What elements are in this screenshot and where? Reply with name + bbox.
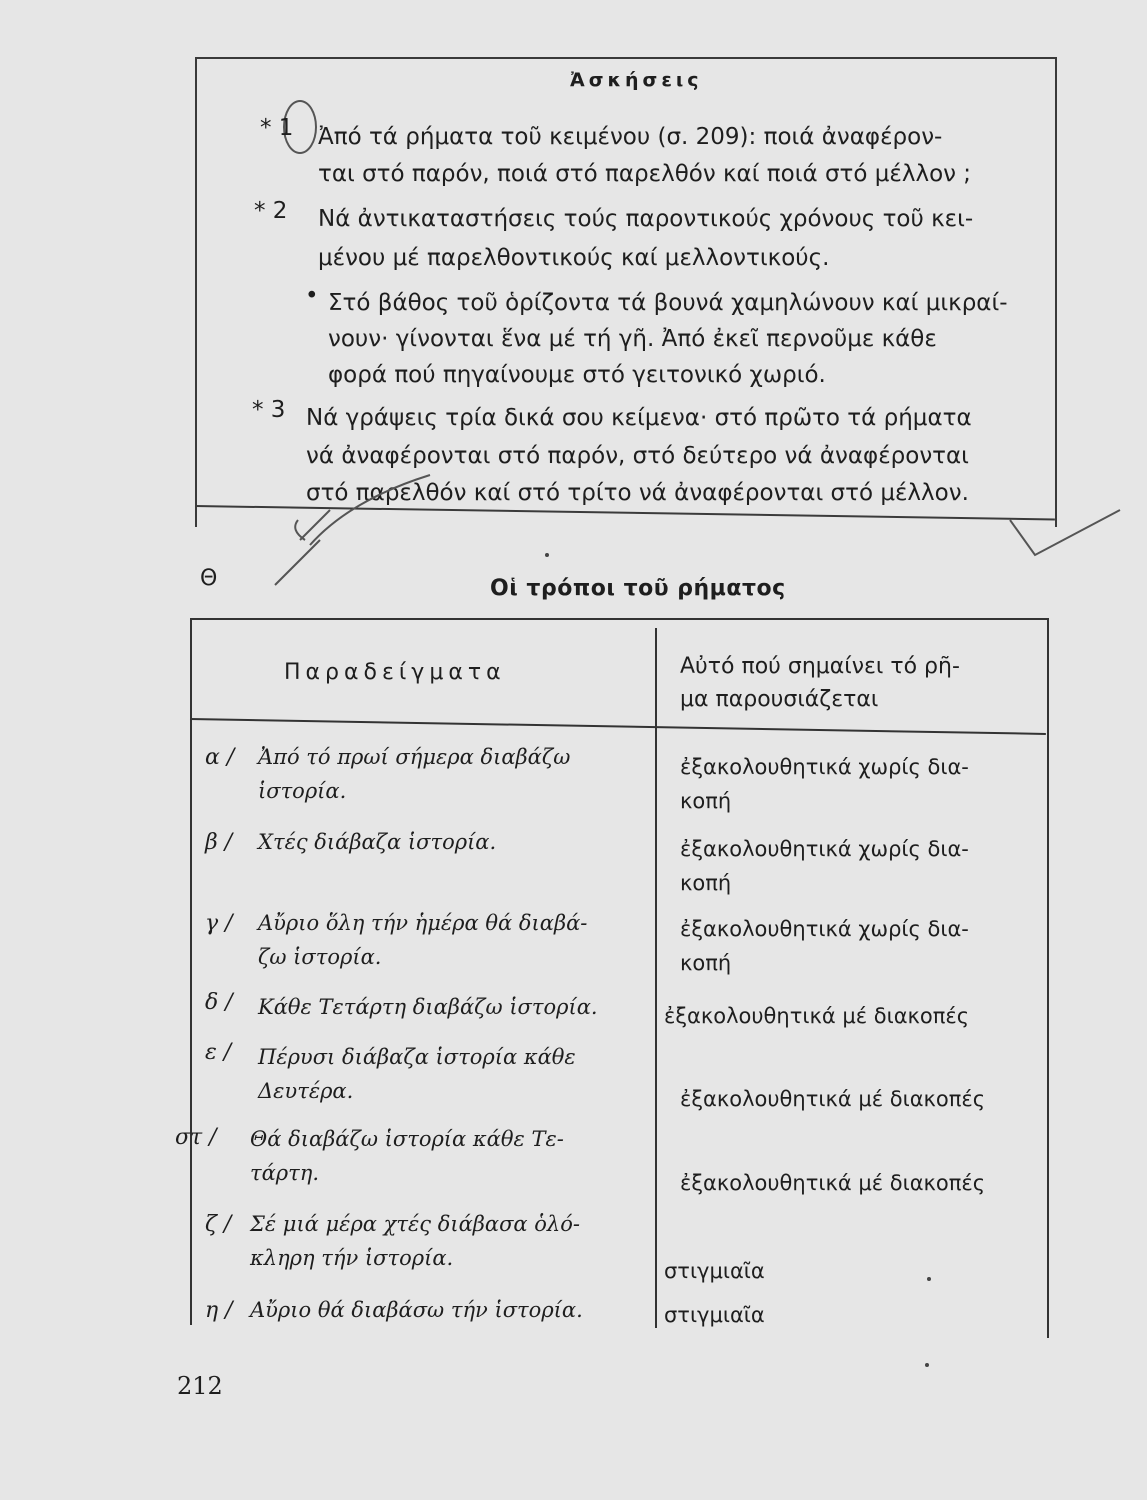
example-line: Πέρυσι διάβαζα ἱστορία κάθε — [258, 1045, 576, 1069]
example-line: κληρη τήν ἱστορία. — [250, 1246, 454, 1270]
passage-line-1: Στό βάθος τοῦ ὁρίζοντα τά βουνά χαμηλώνουν καί μικραί- — [328, 290, 1008, 316]
pencil-check-mark-left — [295, 475, 430, 545]
example-line: Ἀπό τό πρωί σήμερα διαβάζω — [258, 745, 571, 769]
example-line: Σέ μιά μέρα χτές διάβασα ὁλό- — [250, 1212, 580, 1236]
passage-line-2: νουν· γίνονται ἕνα μέ τή γῆ. Ἀπό ἐκεῖ περνοῦμε κάθε — [328, 326, 937, 352]
exercise-2-line-2: μένου μέ παρελθοντικούς καί μελλοντικούς. — [318, 245, 830, 271]
example-line: ζω ἱστορία. — [258, 945, 382, 969]
meaning-line: κοπή — [680, 871, 732, 895]
table-header-meaning-line-2: μα παρουσιάζεται — [680, 687, 879, 712]
table-row-label: η / — [205, 1298, 233, 1323]
exercise-1-marker: * 1 — [260, 115, 294, 141]
meaning-line: κοπή — [680, 951, 732, 975]
table-row-label: ζ / — [205, 1212, 232, 1237]
example-line: τάρτη. — [250, 1161, 320, 1185]
meaning-line: ἐξακολουθητικά μέ διακοπές — [664, 1004, 970, 1028]
passage-line-3: φορά πού πηγαίνουμε στό γειτονικό χωριό. — [328, 362, 826, 388]
exercise-2-marker: * 2 — [254, 198, 288, 224]
table-row-label: β / — [205, 830, 233, 855]
section-title: Οἱ τρόποι τοῦ ρήματος — [490, 576, 786, 601]
exercise-1-line-2: ται στό παρόν, ποιά στό παρελθόν καί ποιά στό μέλλον ; — [318, 161, 972, 187]
example-line: Αὔριο ὅλη τήν ἡμέρα θά διαβά- — [258, 911, 588, 935]
example-line: Κάθε Τετάρτη διαβάζω ἱστορία. — [258, 995, 598, 1019]
meaning-line: ἐξακολουθητικά μέ διακοπές — [680, 1171, 986, 1195]
example-line: Δευτέρα. — [258, 1079, 354, 1103]
meaning-line: στιγμιαῖα — [664, 1303, 765, 1327]
table-row-label: ε / — [205, 1040, 232, 1065]
exercise-2-line-1: Νά ἀντικαταστήσεις τούς παροντικούς χρόνους τοῦ κει- — [318, 206, 974, 232]
meaning-line: ἐξακολουθητικά μέ διακοπές — [680, 1087, 986, 1111]
meaning-line: ἐξακολουθητικά χωρίς δια- — [680, 837, 969, 861]
pencil-check-mark-right — [1010, 510, 1120, 555]
exercise-3-line-3: στό παρελθόν καί στό τρίτο νά ἀναφέρονται στό μέλλον. — [306, 480, 969, 506]
table-header-examples: Παραδείγματα — [284, 660, 506, 685]
exercise-3-line-2: νά ἀναφέρονται στό παρόν, στό δεύτερο νά ἀναφέρονται — [306, 443, 969, 469]
page-number: 212 — [177, 1372, 223, 1400]
exercise-1-line-1: Ἀπό τά ρήματα τοῦ κειμένου (σ. 209): ποιά ἀναφέρον- — [318, 124, 943, 150]
table-row-label: α / — [205, 745, 235, 770]
pencil-stroke — [275, 540, 320, 585]
section-marker: Θ — [200, 566, 218, 591]
meaning-line: ἐξακολουθητικά χωρίς δια- — [680, 917, 969, 941]
table-row-label: δ / — [205, 990, 233, 1015]
exercises-title: Ἀσκήσεις — [570, 69, 703, 91]
exercise-3-marker: * 3 — [252, 397, 286, 423]
example-line: Θά διαβάζω ἱστορία κάθε Τε- — [250, 1127, 564, 1151]
example-line: Αὔριο θά διαβάσω τήν ἱστορία. — [250, 1298, 583, 1322]
table-row-label: γ / — [205, 911, 233, 936]
meaning-line: κοπή — [680, 789, 732, 813]
passage-bullet: • — [305, 283, 319, 309]
exercise-3-line-1: Νά γράψεις τρία δικά σου κείμενα· στό πρῶτο τά ρήματα — [306, 405, 972, 431]
meaning-line: στιγμιαῖα — [664, 1259, 765, 1283]
example-line: Χτές διάβαζα ἱστορία. — [258, 830, 497, 854]
example-line: ἱστορία. — [258, 779, 347, 803]
meaning-line: ἐξακολουθητικά χωρίς δια- — [680, 755, 969, 779]
table-row-label: στ / — [175, 1125, 217, 1150]
table-header-meaning-line-1: Αὐτό πού σημαίνει τό ρῆ- — [680, 654, 960, 679]
